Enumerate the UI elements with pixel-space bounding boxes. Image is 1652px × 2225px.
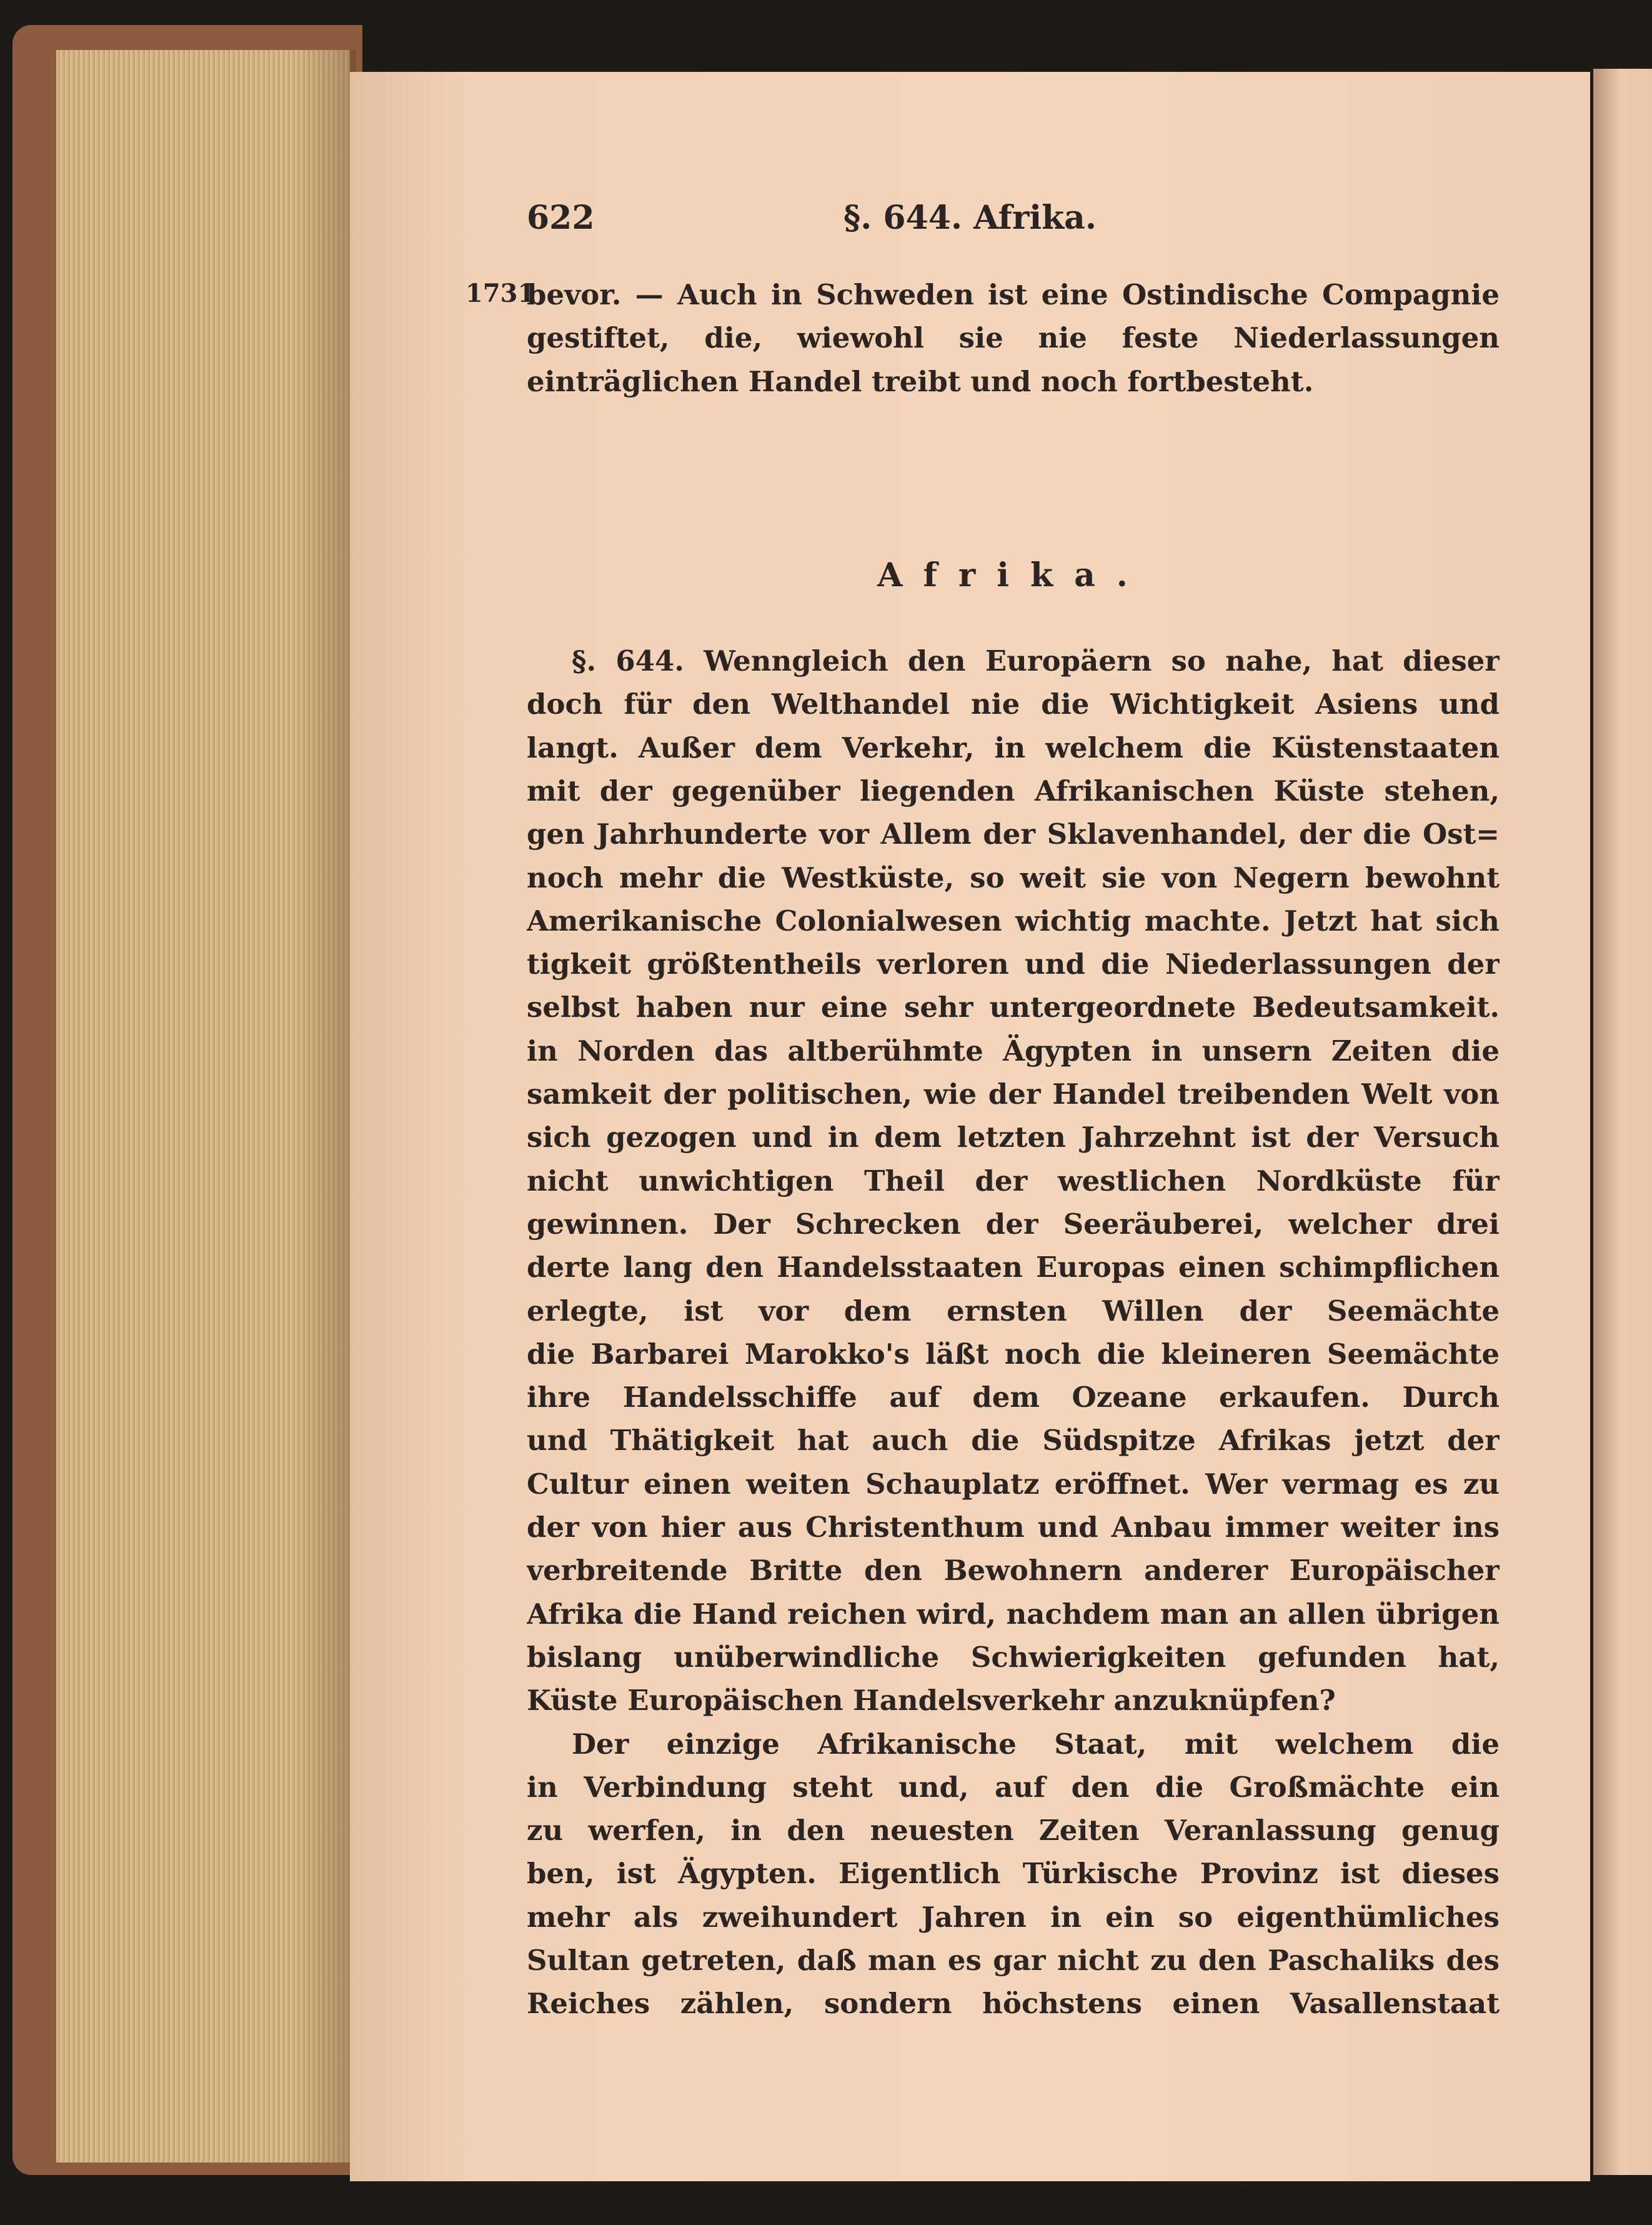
text-line: mehr als zweihundert Jahren in ein so eigenthümliches — [527, 1900, 1500, 1934]
text-line: gestiftet, die, wiewohl sie nie feste Niederlassungen — [527, 321, 1500, 355]
text-line: selbst haben nur eine sehr untergeordnete Bedeutsamkeit. — [527, 991, 1500, 1024]
section-heading: Afrika. — [877, 556, 1149, 594]
text-line: §. 644. Wenngleich den Europäern so nahe, hat dieser — [572, 644, 1500, 678]
text-line: erlegte, ist vor dem ernsten Willen der Seemächte — [527, 1294, 1500, 1328]
running-title: §. 644. Afrika. — [843, 199, 1097, 237]
text-line: bislang unüberwindliche Schwierigkeiten gefunden hat, — [527, 1640, 1500, 1674]
margin-year: 1731 — [465, 279, 535, 308]
text-line: noch mehr die Westküste, so weit sie von Negern bewohnt — [527, 861, 1500, 894]
text-line: Der einzige Afrikanische Staat, mit welchem die — [572, 1727, 1500, 1761]
text-line: sich gezogen und in dem letzten Jahrzehnt ist der Versuch — [527, 1121, 1500, 1154]
text-line: einträglichen Handel treibt und noch fortbesteht. — [527, 364, 1314, 398]
text-line: die Barbarei Marokko's läßt noch die kleineren Seemächte — [527, 1337, 1500, 1371]
text-line: Amerikanische Colonialwesen wichtig machte. Jetzt hat sich — [527, 904, 1500, 938]
text-line: in Verbindung steht und, auf den die Großmächte ein — [527, 1770, 1500, 1804]
text-line: gewinnen. Der Schrecken der Seeräuberei, welcher drei — [527, 1207, 1500, 1241]
page-edges-shadow — [294, 50, 356, 2162]
text-line: bevor. — Auch in Schweden ist eine Ostindische Compagnie — [527, 278, 1500, 311]
text-line: Sultan getreten, daß man es gar nicht zu den Paschaliks des — [527, 1944, 1500, 1977]
text-line: ben, ist Ägypten. Eigentlich Türkische Provinz ist dieses — [527, 1857, 1500, 1891]
text-line: Cultur einen weiten Schauplatz eröffnet. Wer vermag es zu — [527, 1467, 1500, 1501]
text-line: Reiches zählen, sondern höchstens einen Vasallenstaat — [527, 1987, 1500, 2021]
text-line: mit der gegenüber liegenden Afrikanischen Küste stehen, — [527, 774, 1500, 808]
text-line: samkeit der politischen, wie der Handel treibenden Welt von — [527, 1078, 1500, 1111]
text-line: doch für den Welthandel nie die Wichtigkeit Asiens und — [527, 688, 1500, 721]
text-line: ihre Handelsschiffe auf dem Ozeane erkaufen. Durch — [527, 1381, 1500, 1414]
text-line: verbreitende Britte den Bewohnern anderer Europäischer — [527, 1554, 1500, 1588]
text-line: Küste Europäischen Handelsverkehr anzuknüpfen? — [527, 1684, 1336, 1718]
text-line: zu werfen, in den neuesten Zeiten Veranlassung genug — [527, 1814, 1500, 1848]
facing-page-edge — [1593, 69, 1652, 2175]
text-line: und Thätigkeit hat auch die Südspitze Afrikas jetzt der — [527, 1424, 1500, 1458]
page-number: 622 — [527, 199, 595, 237]
text-line: langt. Außer dem Verkehr, in welchem die Küstenstaaten — [527, 731, 1500, 764]
text-line: gen Jahrhunderte vor Allem der Sklavenhandel, der die Ost= — [527, 818, 1500, 851]
text-line: derte lang den Handelsstaaten Europas einen schimpflichen — [527, 1251, 1500, 1284]
text-line: nicht unwichtigen Theil der westlichen Nordküste für — [527, 1164, 1500, 1198]
text-line: tigkeit größtentheils verloren und die Niederlassungen der — [527, 948, 1500, 981]
text-line: der von hier aus Christenthum und Anbau immer weiter ins — [527, 1511, 1500, 1544]
text-line: in Norden das altberühmte Ägypten in unsern Zeiten die — [527, 1034, 1500, 1068]
text-line: Afrika die Hand reichen wird, nachdem man an allen übrigen — [527, 1597, 1500, 1631]
